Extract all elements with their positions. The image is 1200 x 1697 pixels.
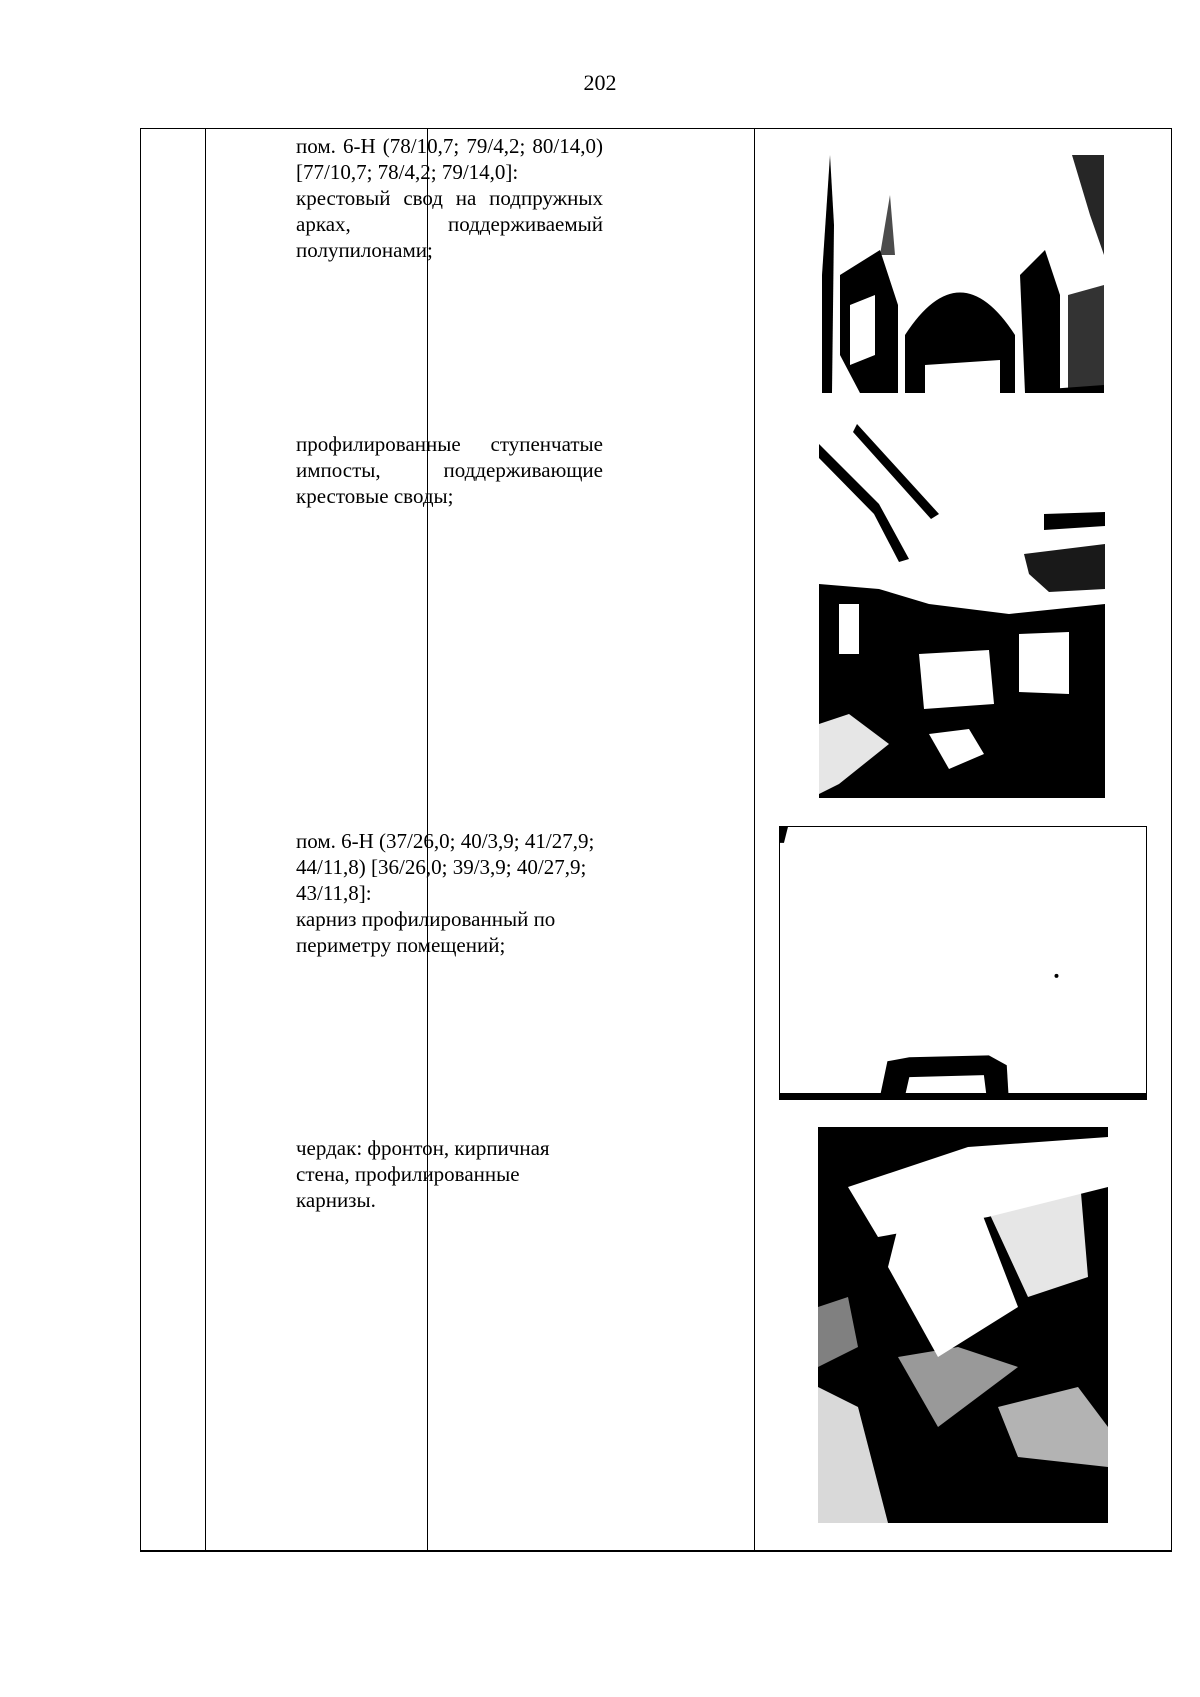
page-number: 202 xyxy=(583,70,617,95)
entry-4-text xyxy=(296,1135,603,1213)
entry-3-rooms: пом. 6-Н (37/26,0; 40/3,9; 41/27,9; 44/11,8) [36/26,0; 39/3,9; 40/27,9; 43/11,8]: xyxy=(296,829,595,905)
cornice-photo xyxy=(779,826,1147,1100)
entry-1-rooms: пом. 6-Н (78/10,7; 79/4,2; 80/14,0) [77/10,7; 78/4,2; 79/14,0]: xyxy=(296,134,603,184)
entry-3-description: карниз профилированный по периметру помещений; xyxy=(296,907,556,957)
attic-photo xyxy=(818,1127,1108,1523)
entry-2-text xyxy=(296,431,603,509)
entry-2-description: профилированные ступенчатые импосты, поддерживающие крестовые своды; xyxy=(296,432,603,508)
column-divider-3 xyxy=(754,129,755,1550)
entry-1-description: крестовый свод на подпружных арках, поддерживаемый полупилонами; xyxy=(296,186,603,262)
impost-photo xyxy=(819,424,1105,798)
entry-3-text xyxy=(296,828,603,958)
column-divider-1 xyxy=(205,129,206,1550)
crossed-vault-photo xyxy=(820,155,1104,393)
entry-4-description: чердак: фронтон, кирпичная стена, профилированные карнизы. xyxy=(296,1136,550,1212)
entry-1-text xyxy=(296,133,603,263)
